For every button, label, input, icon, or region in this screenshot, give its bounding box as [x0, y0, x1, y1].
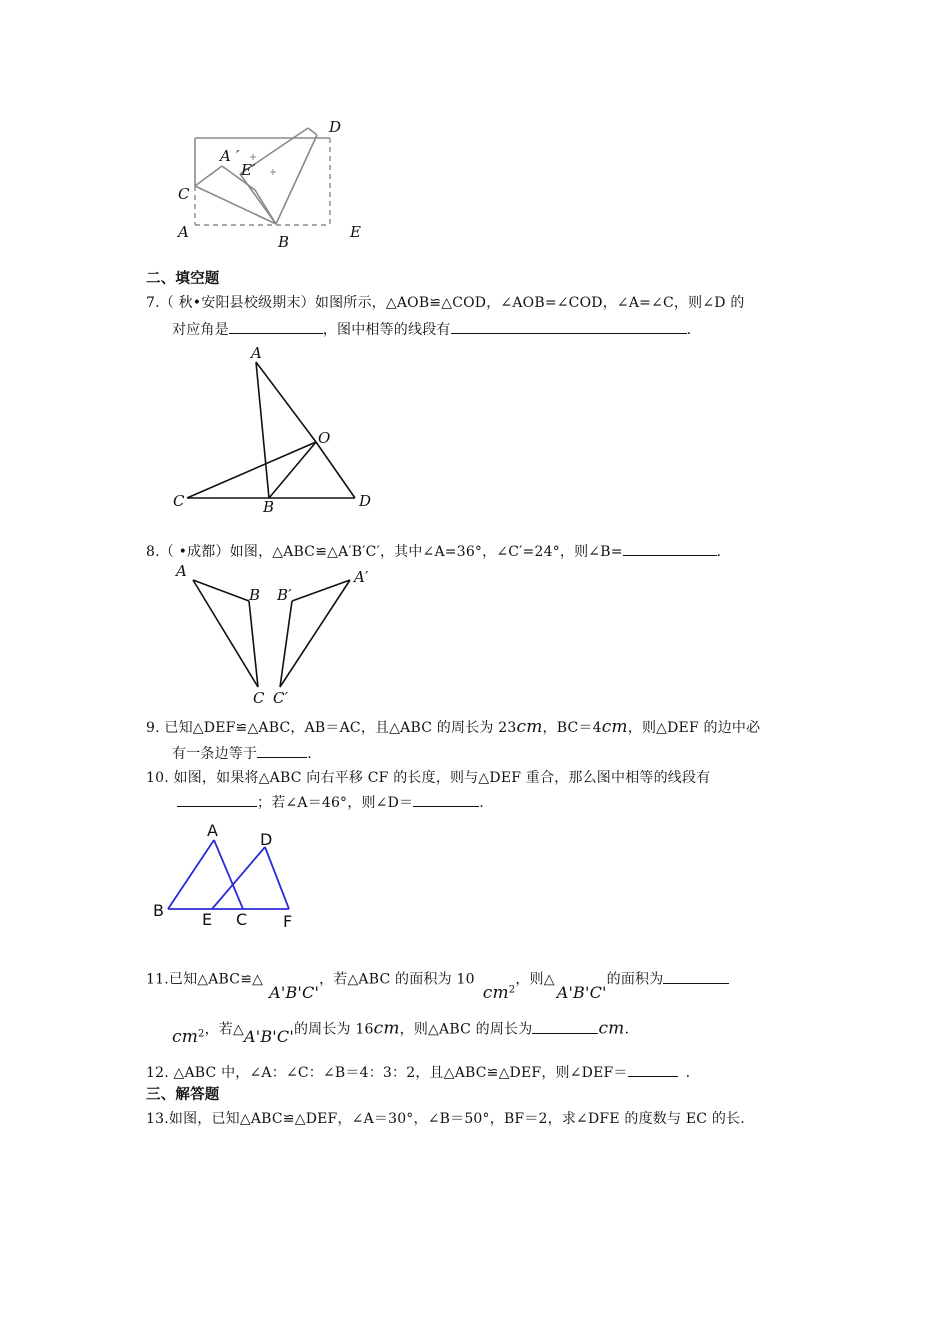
- q10-label-c: C: [236, 910, 248, 929]
- q10-text-a: ；若∠A＝46°，则∠D＝: [257, 795, 414, 811]
- fig6-label-e-prime: E′: [241, 161, 256, 179]
- q7-line1: 7.（ 秋•安阳县校级期末）如图所示，△AOB≌△COD，∠AOB=∠COD，∠A=∠C，则∠D 的: [146, 295, 745, 311]
- q11-text-f: 的周长为 16: [293, 1021, 374, 1038]
- q11-unit-area-2: $cm^2$: [172, 1026, 205, 1047]
- q7-label-a: A: [251, 344, 263, 362]
- q11-text-c: ，则△: [515, 971, 555, 988]
- q8-text-end: .: [716, 544, 722, 560]
- q11-unit-1: cm: [373, 1018, 400, 1039]
- q7-text-a: 对应角是: [172, 322, 229, 338]
- q11-line1: [146, 966, 729, 1003]
- fig6-label-a: A: [178, 223, 190, 241]
- q8-label-a: A: [176, 562, 188, 580]
- section3-title: 三、解答题: [146, 1087, 220, 1103]
- q9-text-c: ，则△DEF 的边中必: [627, 720, 761, 736]
- q10-line-ba: [168, 840, 214, 909]
- fig6-label-b: B: [278, 233, 290, 251]
- q7-label-d: D: [359, 492, 372, 510]
- q11-text-g: ，则△ABC 的周长为: [399, 1021, 533, 1038]
- q10-line-ac: [214, 840, 243, 909]
- q10-label-b: B: [153, 901, 165, 920]
- q12-blank[interactable]: [628, 1062, 678, 1077]
- q11-blank-2[interactable]: [532, 1019, 598, 1034]
- q11-prime-tri-1: A'B'C': [269, 982, 320, 1002]
- q10-text-end: .: [479, 795, 484, 811]
- section2-title: 二、填空题: [146, 271, 220, 287]
- q9-unit-1: cm: [516, 717, 543, 737]
- q10-line1: 10. 如图，如果将△ABC 向右平移 CF 的长度，则与△DEF 重合，那么图中相等的线段有: [146, 770, 711, 786]
- q11-prime-tri-2: A'B'C': [556, 982, 607, 1002]
- q11-text-a: 11.已知△ABC≌△: [146, 971, 264, 988]
- q7-label-b: B: [263, 498, 275, 516]
- q11-text-d: 的面积为: [606, 971, 664, 988]
- q11-blank-1[interactable]: [663, 969, 729, 984]
- q7-label-o: O: [318, 429, 331, 447]
- q10-label-d: D: [260, 830, 273, 849]
- q8-label-c-prime: C′: [273, 689, 289, 707]
- q9-unit-2: cm: [601, 717, 628, 737]
- fig6-label-a-prime: A ′: [220, 147, 240, 165]
- q7-text-b: ，图中相等的线段有: [322, 322, 451, 338]
- q11-unit-area: $cm^2$: [482, 982, 516, 1003]
- q8-text: 8.（ •成都）如图，△ABC≌△A′B′C′，其中∠A=36°，∠C′=24°，则∠B=: [146, 544, 623, 560]
- q10-label-a: A: [207, 821, 219, 840]
- q11-text-b: ，若△ABC 的面积为 10: [319, 971, 475, 988]
- q9-text-d: 有一条边等于: [172, 746, 258, 762]
- q9-text-b: ，BC＝4: [542, 720, 602, 736]
- q12-text-end: .: [685, 1065, 691, 1081]
- q8-label-a-prime: A′: [354, 568, 369, 586]
- fig6-label-e: E: [350, 223, 362, 241]
- q9-text-a: 9. 已知△DEF≌△ABC，AB＝AC，且△ABC 的周长为 23: [146, 720, 517, 736]
- q11-unit-2: cm: [598, 1018, 625, 1039]
- q12-text: 12. △ABC 中，∠A：∠C：∠B＝4：3：2，且△ABC≌△DEF，则∠DEF＝: [146, 1065, 628, 1081]
- fig6-label-c: C: [178, 185, 190, 203]
- q8-label-b: B: [249, 586, 261, 604]
- q10-label-e: E: [202, 910, 213, 929]
- q11-prime-tri-3: A'B'C': [243, 1026, 294, 1046]
- q11-text-e: ，若△: [204, 1021, 244, 1038]
- q9-text-end: .: [307, 746, 312, 762]
- q10-line-df: [265, 847, 289, 909]
- q12-line1: [146, 1062, 690, 1083]
- q11-text-end: .: [624, 1021, 630, 1038]
- q8-label-c: C: [253, 689, 265, 707]
- q7-text-end: .: [686, 322, 692, 338]
- q8-label-b-prime: B′: [277, 586, 292, 604]
- q10-label-f: F: [283, 912, 293, 931]
- fig6-label-d: D: [329, 118, 342, 136]
- q13-line1: 13.如图，已知△ABC≌△DEF，∠A＝30°，∠B＝50°，BF＝2，求∠DFE 的度数与 EC 的长.: [146, 1111, 745, 1127]
- q7-label-c: C: [173, 492, 185, 510]
- q11-line2: [172, 1016, 629, 1050]
